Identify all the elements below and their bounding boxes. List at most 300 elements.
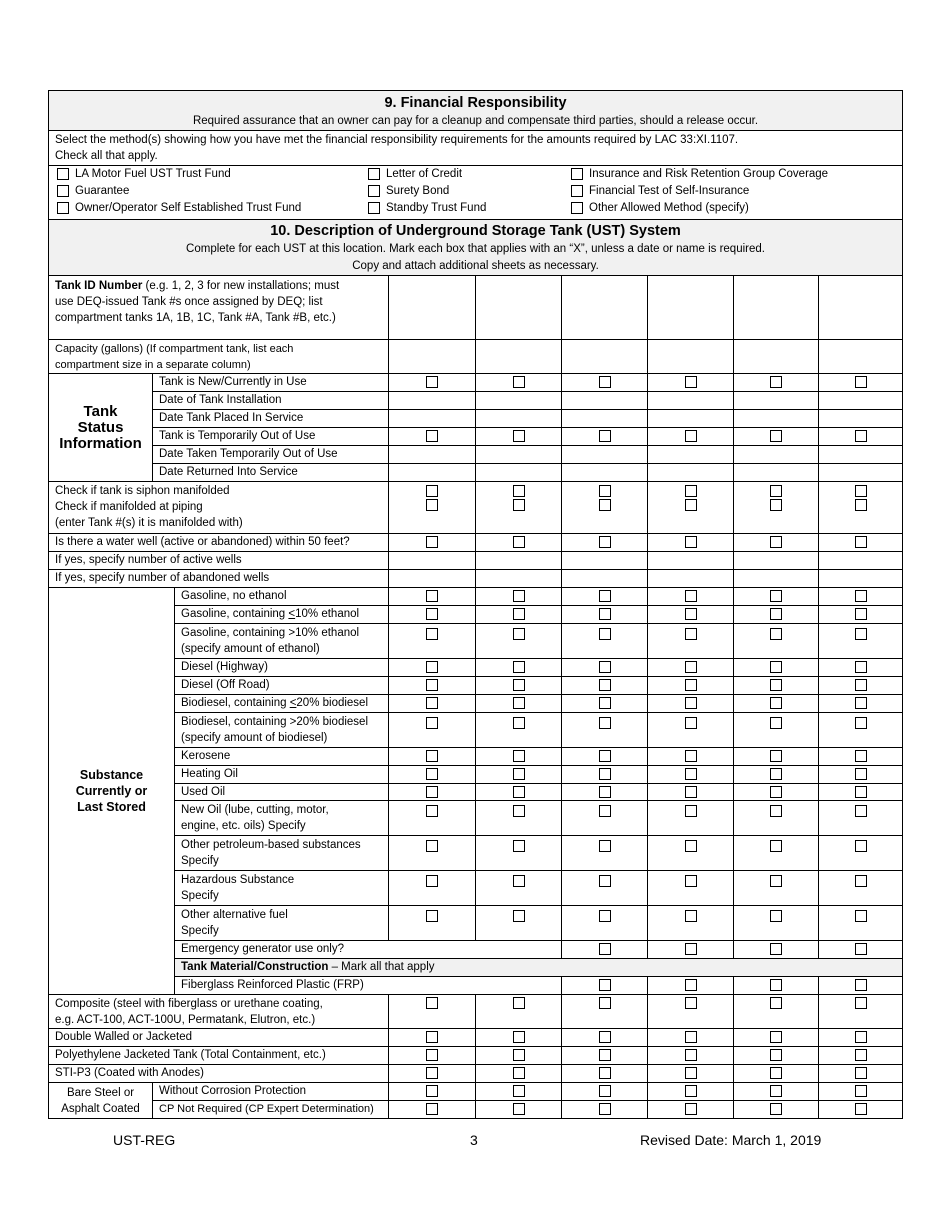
active-wells-label: If yes, specify number of active wells — [49, 552, 389, 570]
count-input[interactable] — [819, 552, 903, 570]
section9-options — [49, 166, 903, 220]
date-input[interactable] — [562, 446, 648, 464]
substance-label — [175, 906, 389, 941]
status-group-line1: Tank — [83, 402, 118, 420]
checkbox[interactable] — [599, 536, 611, 548]
material-row — [49, 1065, 903, 1083]
checkbox[interactable] — [599, 943, 611, 955]
checkbox[interactable] — [426, 376, 438, 388]
active-wells-row — [49, 552, 903, 570]
date-input[interactable] — [648, 446, 734, 464]
date-input[interactable] — [562, 410, 648, 428]
fr-option-label: Surety Bond — [386, 185, 450, 197]
fr-option[interactable] — [571, 166, 902, 183]
checkbox[interactable] — [685, 536, 697, 548]
checkbox[interactable] — [685, 1103, 697, 1115]
fr-option-label: LA Motor Fuel UST Trust Fund — [75, 168, 231, 180]
checkbox[interactable] — [426, 1085, 438, 1097]
substance-label — [175, 836, 389, 871]
material-header-rest: – Mark all that apply — [328, 961, 435, 973]
checkbox[interactable] — [685, 840, 697, 852]
tank-id-input[interactable] — [734, 276, 819, 340]
checkbox[interactable] — [770, 608, 782, 620]
status-row-install-date — [49, 392, 903, 410]
checkbox[interactable] — [571, 202, 583, 214]
section10-header — [49, 220, 903, 276]
checkbox[interactable] — [770, 1049, 782, 1061]
date-input[interactable] — [648, 392, 734, 410]
checkbox[interactable] — [770, 805, 782, 817]
count-input[interactable] — [389, 552, 476, 570]
checkbox[interactable] — [855, 1031, 867, 1043]
checkbox[interactable] — [599, 1067, 611, 1079]
count-input[interactable] — [562, 552, 648, 570]
tank-id-input[interactable] — [389, 276, 476, 340]
date-input[interactable] — [734, 410, 819, 428]
substance-row — [49, 906, 903, 941]
date-input[interactable] — [476, 392, 562, 410]
date-input[interactable] — [389, 464, 476, 482]
section9-instructions-line2: Check all that apply. — [55, 150, 158, 162]
date-input[interactable] — [476, 464, 562, 482]
checkbox[interactable] — [513, 997, 525, 1009]
checkbox[interactable] — [770, 697, 782, 709]
substance-label-post: 20% biodiesel — [296, 697, 369, 709]
tank-id-label-rest: (e.g. 1, 2, 3 for new installations; must — [142, 280, 340, 292]
date-input[interactable] — [648, 464, 734, 482]
fr-option[interactable] — [368, 166, 571, 183]
capacity-label-line1: Capacity (gallons) (If compartment tank, list each — [55, 343, 294, 355]
checkbox[interactable] — [426, 536, 438, 548]
checkbox[interactable] — [855, 1085, 867, 1097]
date-input[interactable] — [562, 464, 648, 482]
date-input[interactable] — [389, 446, 476, 464]
count-input[interactable] — [734, 570, 819, 588]
checkbox[interactable] — [426, 805, 438, 817]
checkbox[interactable] — [855, 875, 867, 887]
checkbox[interactable] — [599, 679, 611, 691]
checkbox[interactable] — [770, 910, 782, 922]
checkbox[interactable] — [685, 875, 697, 887]
checkbox[interactable] — [599, 628, 611, 640]
checkbox[interactable] — [770, 997, 782, 1009]
checkbox[interactable] — [770, 979, 782, 991]
checkbox[interactable] — [855, 697, 867, 709]
substance-label-line2: (specify amount of ethanol) — [181, 643, 320, 655]
substance-label — [175, 606, 389, 624]
checkbox[interactable] — [513, 910, 525, 922]
checkbox[interactable] — [855, 499, 867, 511]
checkbox[interactable] — [599, 750, 611, 762]
checkbox[interactable] — [770, 536, 782, 548]
checkbox[interactable] — [513, 805, 525, 817]
checkbox[interactable] — [513, 1067, 525, 1079]
fr-option[interactable] — [368, 200, 571, 217]
status-row-new — [49, 374, 903, 392]
section10-subtitle-line1: Complete for each UST at this location. Mark each box that applies with an “X”, unless a date or name is required. — [186, 243, 765, 255]
count-input[interactable] — [648, 552, 734, 570]
count-input[interactable] — [562, 570, 648, 588]
checkbox[interactable] — [770, 768, 782, 780]
checkbox[interactable] — [685, 910, 697, 922]
fr-option-label: Standby Trust Fund — [386, 202, 487, 214]
checkbox[interactable] — [513, 1031, 525, 1043]
checkbox[interactable] — [855, 1049, 867, 1061]
checkbox[interactable] — [426, 997, 438, 1009]
checkbox[interactable] — [855, 590, 867, 602]
checkbox[interactable] — [57, 185, 69, 197]
checkbox[interactable] — [855, 536, 867, 548]
checkbox[interactable] — [770, 499, 782, 511]
substance-row — [49, 659, 903, 677]
fr-option-label: Other Allowed Method (specify) — [589, 202, 749, 214]
checkbox[interactable] — [426, 430, 438, 442]
checkbox[interactable] — [513, 1085, 525, 1097]
checkbox[interactable] — [426, 875, 438, 887]
checkbox[interactable] — [426, 485, 438, 497]
checkbox[interactable] — [513, 875, 525, 887]
checkbox[interactable] — [599, 608, 611, 620]
checkbox[interactable] — [426, 768, 438, 780]
date-input[interactable] — [734, 392, 819, 410]
checkbox[interactable] — [770, 750, 782, 762]
checkbox[interactable] — [426, 840, 438, 852]
checkbox[interactable] — [855, 1067, 867, 1079]
status-row-label: Date Returned Into Service — [153, 464, 389, 482]
substance-row — [49, 801, 903, 836]
checkbox[interactable] — [513, 536, 525, 548]
material-row — [49, 1083, 903, 1101]
checkbox[interactable] — [426, 786, 438, 798]
checkbox[interactable] — [685, 943, 697, 955]
substance-label-line1: Other alternative fuel — [181, 909, 288, 921]
date-input[interactable] — [819, 392, 903, 410]
count-input[interactable] — [819, 570, 903, 588]
checkbox[interactable] — [426, 628, 438, 640]
material-label: STI-P3 (Coated with Anodes) — [49, 1065, 389, 1083]
checkbox[interactable] — [599, 1049, 611, 1061]
checkbox[interactable] — [513, 608, 525, 620]
checkbox[interactable] — [57, 202, 69, 214]
checkbox[interactable] — [855, 430, 867, 442]
substance-label-line2: Specify — [181, 890, 219, 902]
checkbox[interactable] — [513, 485, 525, 497]
checkbox[interactable] — [855, 910, 867, 922]
substance-group-label — [49, 588, 175, 995]
capacity-input[interactable] — [389, 340, 476, 374]
checkbox[interactable] — [513, 376, 525, 388]
checkbox[interactable] — [855, 805, 867, 817]
tank-id-label — [49, 276, 389, 340]
fr-option[interactable] — [368, 183, 571, 200]
checkbox[interactable] — [855, 661, 867, 673]
checkbox[interactable] — [599, 590, 611, 602]
checkbox[interactable] — [855, 679, 867, 691]
checkbox[interactable] — [770, 1103, 782, 1115]
checkbox[interactable] — [368, 168, 380, 180]
substance-label: Used Oil — [175, 784, 389, 801]
checkbox[interactable] — [685, 717, 697, 729]
status-group-line3: Information — [59, 434, 142, 452]
checkbox[interactable] — [685, 485, 697, 497]
tank-id-input[interactable] — [648, 276, 734, 340]
checkbox[interactable] — [426, 499, 438, 511]
checkbox[interactable] — [426, 1067, 438, 1079]
capacity-input[interactable] — [648, 340, 734, 374]
substance-label-line1: Other petroleum-based substances — [181, 839, 361, 851]
checkbox[interactable] — [855, 376, 867, 388]
fr-option[interactable] — [57, 200, 368, 217]
checkbox[interactable] — [770, 786, 782, 798]
checkbox[interactable] — [426, 679, 438, 691]
checkbox[interactable] — [770, 679, 782, 691]
checkbox[interactable] — [855, 485, 867, 497]
checkbox[interactable] — [599, 786, 611, 798]
checkbox[interactable] — [685, 661, 697, 673]
checkbox[interactable] — [513, 1103, 525, 1115]
checkbox[interactable] — [513, 1049, 525, 1061]
checkbox[interactable] — [685, 750, 697, 762]
date-input[interactable] — [819, 446, 903, 464]
checkbox[interactable] — [426, 910, 438, 922]
checkbox[interactable] — [513, 786, 525, 798]
fr-option[interactable] — [57, 183, 368, 200]
substance-row — [49, 624, 903, 659]
checkbox[interactable] — [599, 661, 611, 673]
checkbox[interactable] — [426, 1103, 438, 1115]
checkbox[interactable] — [599, 997, 611, 1009]
checkbox[interactable] — [685, 1031, 697, 1043]
checkbox[interactable] — [426, 608, 438, 620]
water-well-label: Is there a water well (active or abandoned) within 50 feet? — [49, 534, 389, 552]
checkbox[interactable] — [426, 661, 438, 673]
fr-option[interactable] — [571, 183, 902, 200]
substance-label: Gasoline, no ethanol — [175, 588, 389, 606]
count-input[interactable] — [476, 570, 562, 588]
checkbox[interactable] — [770, 661, 782, 673]
checkbox[interactable] — [513, 499, 525, 511]
tank-id-input[interactable] — [476, 276, 562, 340]
checkbox[interactable] — [426, 1049, 438, 1061]
checkbox[interactable] — [685, 628, 697, 640]
checkbox[interactable] — [426, 717, 438, 729]
fr-option[interactable] — [571, 200, 902, 217]
checkbox[interactable] — [599, 875, 611, 887]
checkbox[interactable] — [599, 805, 611, 817]
capacity-input[interactable] — [819, 340, 903, 374]
date-input[interactable] — [562, 392, 648, 410]
date-input[interactable] — [819, 410, 903, 428]
checkbox[interactable] — [599, 979, 611, 991]
date-input[interactable] — [476, 446, 562, 464]
checkbox[interactable] — [685, 768, 697, 780]
fr-option[interactable] — [57, 166, 368, 183]
checkbox[interactable] — [770, 840, 782, 852]
checkbox[interactable] — [770, 943, 782, 955]
abandoned-wells-label: If yes, specify number of abandoned wells — [49, 570, 389, 588]
substance-row — [49, 713, 903, 748]
checkbox[interactable] — [599, 717, 611, 729]
status-row-temp-out — [49, 428, 903, 446]
checkbox[interactable] — [855, 786, 867, 798]
checkbox[interactable] — [571, 168, 583, 180]
status-row-label: Date of Tank Installation — [153, 392, 389, 410]
water-well-row — [49, 534, 903, 552]
checkbox[interactable] — [513, 697, 525, 709]
checkbox[interactable] — [855, 943, 867, 955]
checkbox[interactable] — [855, 1103, 867, 1115]
checkbox[interactable] — [599, 376, 611, 388]
capacity-input[interactable] — [734, 340, 819, 374]
section10-subtitle-line2: Copy and attach additional sheets as necessary. — [352, 260, 599, 272]
checkbox[interactable] — [770, 717, 782, 729]
material-label: Polyethylene Jacketed Tank (Total Containment, etc.) — [49, 1047, 389, 1065]
date-input[interactable] — [476, 410, 562, 428]
substance-label-line2: engine, etc. oils) Specify — [181, 820, 306, 832]
checkbox[interactable] — [426, 1031, 438, 1043]
checkbox[interactable] — [685, 499, 697, 511]
substance-group-line3: Last Stored — [77, 800, 146, 814]
checkbox[interactable] — [770, 590, 782, 602]
count-input[interactable] — [389, 570, 476, 588]
checkbox[interactable] — [57, 168, 69, 180]
substance-label-line1: Gasoline, containing >10% ethanol — [181, 627, 360, 639]
substance-label — [175, 624, 389, 659]
checkbox[interactable] — [685, 805, 697, 817]
checkbox[interactable] — [685, 1067, 697, 1079]
checkbox[interactable] — [426, 590, 438, 602]
checkbox[interactable] — [855, 768, 867, 780]
checkbox[interactable] — [426, 697, 438, 709]
checkbox[interactable] — [685, 1085, 697, 1097]
material-header — [175, 959, 903, 977]
checkbox[interactable] — [599, 430, 611, 442]
material-header-row — [49, 959, 903, 977]
checkbox[interactable] — [685, 697, 697, 709]
checkbox[interactable] — [770, 1031, 782, 1043]
checkbox[interactable] — [599, 499, 611, 511]
checkbox[interactable] — [685, 1049, 697, 1061]
date-input[interactable] — [734, 464, 819, 482]
form-page — [48, 90, 902, 1119]
checkbox[interactable] — [685, 376, 697, 388]
checkbox[interactable] — [770, 875, 782, 887]
checkbox[interactable] — [770, 485, 782, 497]
checkbox[interactable] — [855, 750, 867, 762]
checkbox[interactable] — [685, 997, 697, 1009]
checkbox[interactable] — [599, 1103, 611, 1115]
date-input[interactable] — [734, 446, 819, 464]
checkbox[interactable] — [685, 590, 697, 602]
checkbox[interactable] — [770, 1085, 782, 1097]
checkbox[interactable] — [685, 979, 697, 991]
status-row-service-date — [49, 410, 903, 428]
checkbox[interactable] — [599, 1031, 611, 1043]
date-input[interactable] — [648, 410, 734, 428]
date-input[interactable] — [819, 464, 903, 482]
checkbox[interactable] — [368, 185, 380, 197]
date-input[interactable] — [389, 410, 476, 428]
checkbox[interactable] — [685, 608, 697, 620]
checkbox[interactable] — [513, 590, 525, 602]
material-row — [49, 995, 903, 1029]
substance-label — [175, 871, 389, 906]
checkbox[interactable] — [513, 768, 525, 780]
checkbox[interactable] — [599, 485, 611, 497]
checkbox[interactable] — [599, 1085, 611, 1097]
checkbox[interactable] — [770, 628, 782, 640]
checkbox[interactable] — [513, 750, 525, 762]
fr-option-label: Financial Test of Self-Insurance — [589, 185, 750, 197]
checkbox[interactable] — [685, 679, 697, 691]
manifold-label — [49, 482, 389, 534]
checkbox[interactable] — [855, 608, 867, 620]
checkbox[interactable] — [513, 661, 525, 673]
checkbox[interactable] — [368, 202, 380, 214]
capacity-input[interactable] — [562, 340, 648, 374]
checkbox[interactable] — [513, 679, 525, 691]
count-input[interactable] — [648, 570, 734, 588]
checkbox[interactable] — [685, 430, 697, 442]
status-row-label: Date Tank Placed In Service — [153, 410, 389, 428]
checkbox[interactable] — [599, 910, 611, 922]
material-label: Without Corrosion Protection — [153, 1083, 389, 1101]
count-input[interactable] — [734, 552, 819, 570]
checkbox[interactable] — [855, 840, 867, 852]
substance-label-symbol: < — [288, 608, 296, 620]
checkbox[interactable] — [855, 979, 867, 991]
tank-id-input[interactable] — [819, 276, 903, 340]
count-input[interactable] — [476, 552, 562, 570]
checkbox[interactable] — [770, 430, 782, 442]
page-footer — [0, 1132, 950, 1152]
checkbox[interactable] — [599, 768, 611, 780]
date-input[interactable] — [389, 392, 476, 410]
checkbox[interactable] — [513, 430, 525, 442]
checkbox[interactable] — [855, 997, 867, 1009]
capacity-input[interactable] — [476, 340, 562, 374]
checkbox[interactable] — [599, 840, 611, 852]
capacity-row — [49, 340, 903, 374]
tank-id-input[interactable] — [562, 276, 648, 340]
checkbox[interactable] — [513, 628, 525, 640]
substance-label — [175, 695, 389, 713]
footer-page-number: 3 — [470, 1132, 478, 1148]
checkbox[interactable] — [855, 628, 867, 640]
footer-form-id: UST-REG — [113, 1132, 176, 1148]
checkbox[interactable] — [855, 717, 867, 729]
substance-row — [49, 748, 903, 766]
checkbox[interactable] — [770, 1067, 782, 1079]
checkbox[interactable] — [599, 697, 611, 709]
checkbox[interactable] — [770, 376, 782, 388]
material-label: Fiberglass Reinforced Plastic (FRP) — [175, 977, 562, 995]
checkbox[interactable] — [513, 840, 525, 852]
substance-label-post: 10% ethanol — [295, 608, 360, 620]
checkbox[interactable] — [513, 717, 525, 729]
checkbox[interactable] — [571, 185, 583, 197]
footer-revised-date: Revised Date: March 1, 2019 — [640, 1132, 822, 1148]
checkbox[interactable] — [685, 786, 697, 798]
fr-option-label: Guarantee — [75, 185, 130, 197]
status-row-label: Tank is Temporarily Out of Use — [153, 428, 389, 446]
checkbox[interactable] — [426, 750, 438, 762]
material-header-bold: Tank Material/Construction — [181, 961, 329, 973]
bare-steel-line2: Asphalt Coated — [61, 1102, 140, 1115]
section9-title: 9. Financial Responsibility — [384, 95, 567, 111]
substance-label-line2: Specify — [181, 925, 219, 937]
material-label — [49, 995, 389, 1029]
